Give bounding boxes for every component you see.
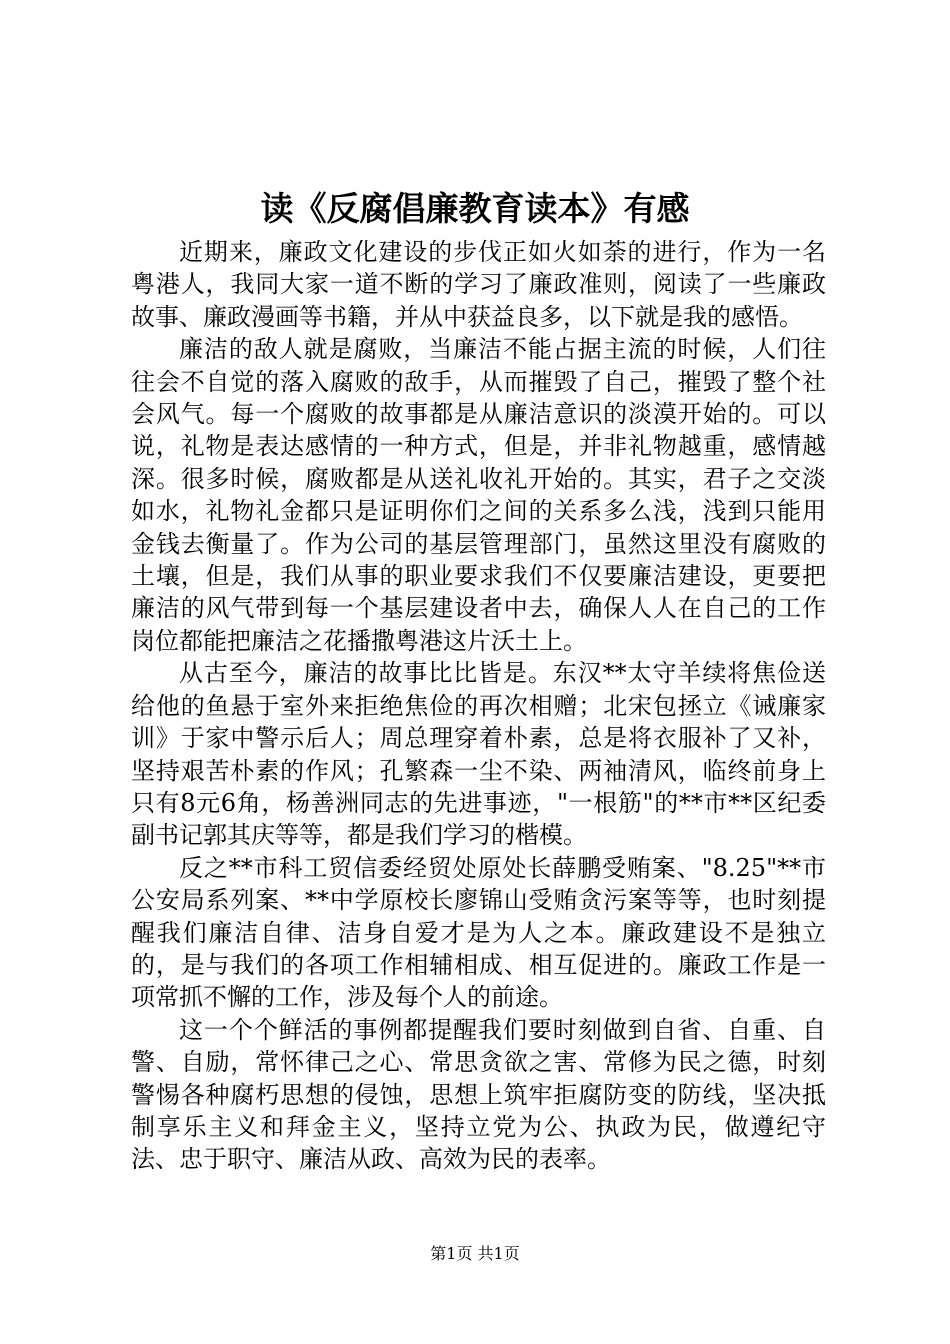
paragraph-3: 从古至今，廉洁的故事比比皆是。东汉**太守羊续将焦俭送给他的鱼悬于室外来拒绝焦俭的再次相赠；北宋包拯立《诫廉家训》于家中警示后人；周总理穿着朴素，总是将衣服补了又补，坚持艰苦朴素的作风；孔繁森一尘不染、两袖清风，临终前身上只有8元6角，杨善洲同志的先进事迹，"一根筋"的**市**区纪委副书记郭其庆等等，都是我们学习的楷模。 bbox=[131, 659, 826, 850]
paragraph-1: 近期来，廉政文化建设的步伐正如火如荼的进行，作为一名粤港人，我同大家一道不断的学习了廉政准则，阅读了一些廉政故事、廉政漫画等书籍，并从中获益良多，以下就是我的感悟。 bbox=[131, 238, 826, 331]
paragraph-2: 廉洁的敌人就是腐败，当廉洁不能占据主流的时候，人们往往会不自觉的落入腐败的敌手，从而摧毁了自己，摧毁了整个社会风气。每一个腐败的故事都是从廉洁意识的淡漠开始的。可以说，礼物是表达感情的一种方式，但是，并非礼物越重，感情越深。很多时候，腐败都是从送礼收礼开始的。其实，君子之交淡如水，礼物礼金都只是证明你们之间的关系多么浅，浅到只能用金钱去衡量了。作为公司的基层管理部门，虽然这里没有腐败的土壤，但是，我们从事的职业要求我们不仅要廉洁建设，更要把廉洁的风气带到每一个基层建设者中去，确保人人在自己的工作岗位都能把廉洁之花播撒粤港这片沃土上。 bbox=[131, 335, 826, 655]
document-body bbox=[131, 236, 826, 1176]
paragraph-5: 这一个个鲜活的事例都提醒我们要时刻做到自省、自重、自警、自励，常怀律己之心、常思贪欲之害、常修为民之德，时刻警惕各种腐朽思想的侵蚀，思想上筑牢拒腐防变的防线，坚决抵制享乐主义和拜金主义，坚持立党为公、执政为民，做遵纪守法、忠于职守、廉洁从政、高效为民的表率。 bbox=[131, 1015, 826, 1174]
page-footer: 第1页 共1页 bbox=[430, 1244, 520, 1263]
paragraph-4: 反之**市科工贸信委经贸处原处长薛鹏受贿案、"8.25"**市公安局系列案、**中学原校长廖锦山受贿贪污案等等，也时刻提醒我们廉洁自律、洁身自爱才是为人之本。廉政建设不是独立的，是与我们的各项工作相辅相成、相互促进的。廉政工作是一项常抓不懈的工作，涉及每个人的前途。 bbox=[131, 853, 826, 1012]
document-title: 读《反腐倡廉教育读本》有感 bbox=[260, 189, 690, 228]
